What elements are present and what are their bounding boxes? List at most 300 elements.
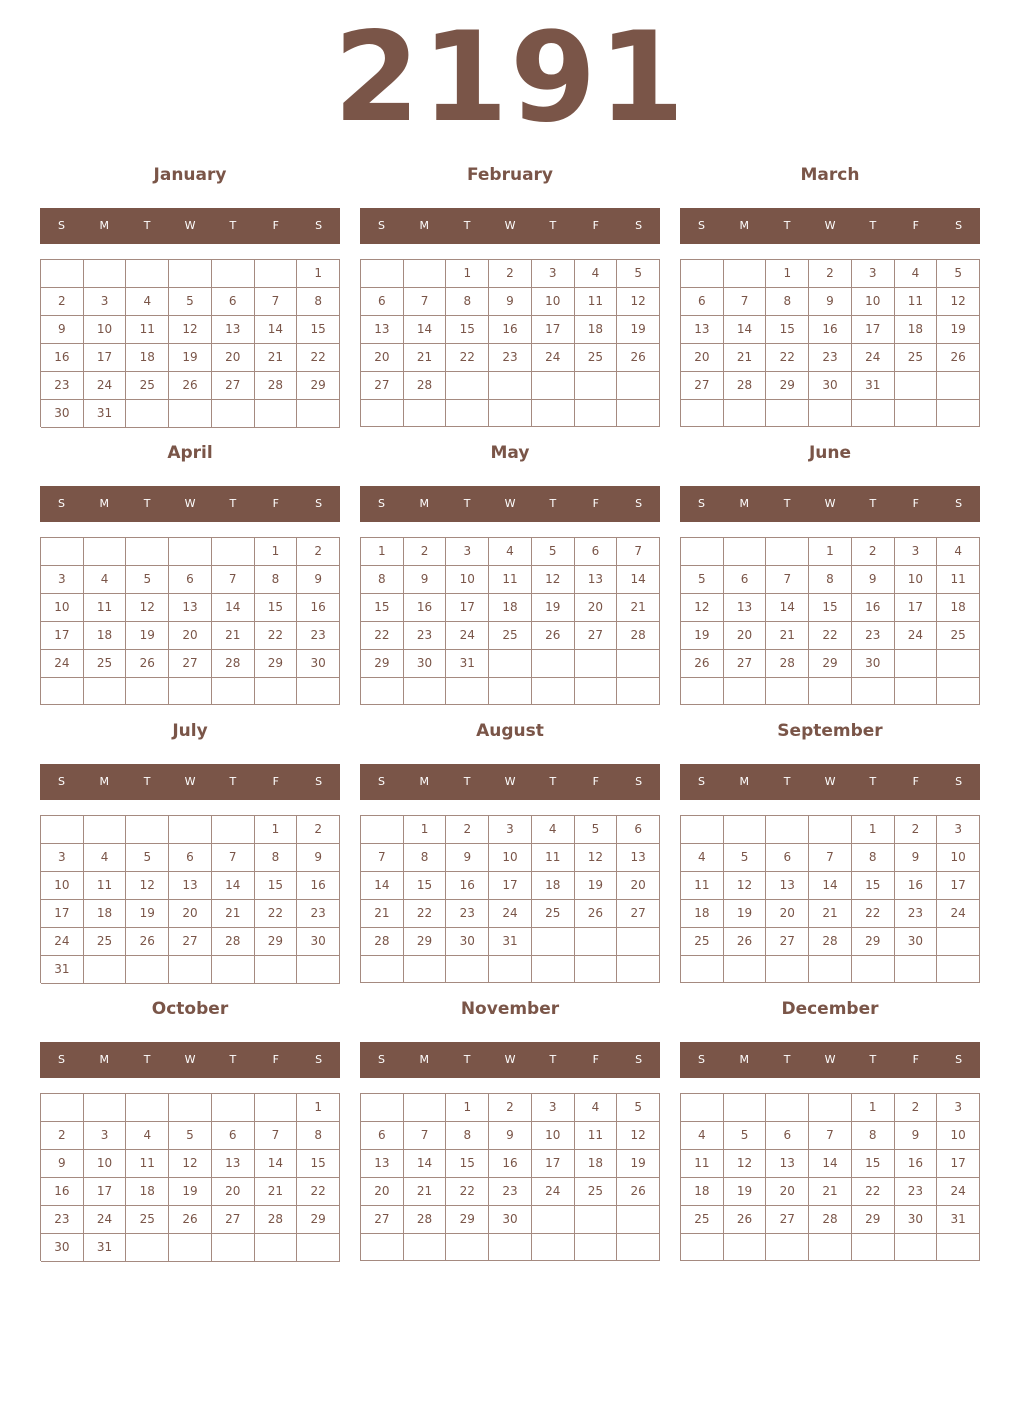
day-cell: 9 xyxy=(404,566,447,594)
empty-day-cell xyxy=(361,260,404,288)
year-title: 2191 xyxy=(333,6,687,150)
day-cell: 4 xyxy=(681,844,724,872)
day-cell: 14 xyxy=(212,872,255,900)
empty-day-cell xyxy=(126,260,169,288)
empty-day-cell xyxy=(446,400,489,427)
day-cell: 29 xyxy=(255,650,298,678)
day-cell: 2 xyxy=(852,538,895,566)
day-cell: 12 xyxy=(617,1122,660,1150)
day-cell: 15 xyxy=(255,872,298,900)
day-cell: 20 xyxy=(575,594,618,622)
day-cell: 28 xyxy=(212,928,255,956)
weekday-label: S xyxy=(377,1053,385,1066)
day-cell: 9 xyxy=(446,844,489,872)
empty-day-cell xyxy=(766,678,809,705)
empty-day-cell xyxy=(681,538,724,566)
weekday-label: S xyxy=(315,775,323,788)
weekday-label: T xyxy=(869,219,877,232)
day-cell: 13 xyxy=(766,1150,809,1178)
weekday-label: S xyxy=(377,775,385,788)
empty-day-cell xyxy=(809,400,852,427)
day-cell: 8 xyxy=(446,1122,489,1150)
day-cell: 14 xyxy=(255,316,298,344)
day-cell: 2 xyxy=(297,538,340,566)
day-cell: 18 xyxy=(532,872,575,900)
day-cell: 2 xyxy=(809,260,852,288)
day-cell: 17 xyxy=(532,316,575,344)
empty-day-cell xyxy=(489,650,532,678)
empty-day-cell xyxy=(617,400,660,427)
day-cell: 5 xyxy=(532,538,575,566)
day-cell: 18 xyxy=(126,1178,169,1206)
empty-day-cell xyxy=(617,1206,660,1234)
day-cell: 19 xyxy=(169,1178,212,1206)
day-cell: 17 xyxy=(937,1150,980,1178)
empty-day-cell xyxy=(169,260,212,288)
weekday-label: F xyxy=(272,219,279,232)
day-cell: 24 xyxy=(532,344,575,372)
weekday-label: T xyxy=(463,1053,471,1066)
day-cell: 12 xyxy=(126,872,169,900)
day-cell: 13 xyxy=(212,316,255,344)
day-cell: 17 xyxy=(532,1150,575,1178)
day-cell: 4 xyxy=(126,288,169,316)
empty-day-cell xyxy=(446,678,489,705)
day-cell: 5 xyxy=(575,816,618,844)
day-cell: 25 xyxy=(681,1206,724,1234)
empty-day-cell xyxy=(255,956,298,984)
empty-day-cell xyxy=(489,372,532,400)
day-cell: 24 xyxy=(41,650,84,678)
day-cell: 4 xyxy=(681,1122,724,1150)
day-cell: 28 xyxy=(809,928,852,956)
day-cell: 4 xyxy=(126,1122,169,1150)
empty-day-cell xyxy=(84,260,127,288)
weekday-label: S xyxy=(635,219,643,232)
day-cell: 24 xyxy=(84,1206,127,1234)
day-cell: 1 xyxy=(766,260,809,288)
day-cell: 20 xyxy=(212,344,255,372)
day-cell: 16 xyxy=(809,316,852,344)
day-cell: 21 xyxy=(255,1178,298,1206)
day-cell: 4 xyxy=(489,538,532,566)
empty-day-cell xyxy=(575,956,618,983)
empty-day-cell xyxy=(404,400,447,427)
day-cell: 21 xyxy=(212,622,255,650)
weekday-label: T xyxy=(869,775,877,788)
day-cell: 17 xyxy=(895,594,938,622)
empty-day-cell xyxy=(446,1234,489,1261)
day-cell: 12 xyxy=(617,288,660,316)
day-cell: 31 xyxy=(84,400,127,428)
day-cell: 2 xyxy=(895,816,938,844)
day-cell: 30 xyxy=(297,650,340,678)
day-cell: 15 xyxy=(255,594,298,622)
day-cell: 12 xyxy=(681,594,724,622)
day-cell: 3 xyxy=(489,816,532,844)
weekday-label: F xyxy=(912,219,919,232)
day-cell: 8 xyxy=(446,288,489,316)
empty-day-cell xyxy=(852,1234,895,1261)
weekday-label: T xyxy=(463,497,471,510)
day-cell: 18 xyxy=(681,1178,724,1206)
day-cell: 29 xyxy=(404,928,447,956)
day-cell: 7 xyxy=(766,566,809,594)
empty-day-cell xyxy=(575,1234,618,1261)
day-cell: 21 xyxy=(361,900,404,928)
empty-day-cell xyxy=(404,1094,447,1122)
empty-day-cell xyxy=(84,538,127,566)
day-cell: 11 xyxy=(84,872,127,900)
day-cell: 1 xyxy=(446,260,489,288)
day-cell: 23 xyxy=(809,344,852,372)
empty-day-cell xyxy=(41,538,84,566)
day-cell: 18 xyxy=(937,594,980,622)
day-grid xyxy=(40,1093,340,1261)
day-cell: 20 xyxy=(169,900,212,928)
weekday-label: S xyxy=(635,775,643,788)
empty-day-cell xyxy=(361,400,404,427)
day-cell: 2 xyxy=(404,538,447,566)
weekday-header xyxy=(360,1042,660,1078)
weekday-header xyxy=(680,486,980,522)
day-cell: 26 xyxy=(617,344,660,372)
day-cell: 31 xyxy=(937,1206,980,1234)
weekday-label: M xyxy=(419,497,430,510)
day-cell: 29 xyxy=(446,1206,489,1234)
day-cell: 11 xyxy=(126,316,169,344)
day-cell: 23 xyxy=(852,622,895,650)
day-cell: 2 xyxy=(489,1094,532,1122)
day-cell: 21 xyxy=(404,344,447,372)
day-cell: 8 xyxy=(852,844,895,872)
day-cell: 21 xyxy=(724,344,767,372)
day-cell: 12 xyxy=(724,1150,767,1178)
day-cell: 12 xyxy=(126,594,169,622)
month-name: August xyxy=(476,721,544,741)
weekday-label: W xyxy=(504,1053,516,1066)
weekday-label: S xyxy=(315,1053,323,1066)
weekday-label: S xyxy=(955,1053,963,1066)
day-cell: 7 xyxy=(809,1122,852,1150)
weekday-label: S xyxy=(377,219,385,232)
empty-day-cell xyxy=(895,400,938,427)
day-cell: 16 xyxy=(41,344,84,372)
empty-day-cell xyxy=(575,678,618,705)
weekday-label: M xyxy=(419,775,430,788)
day-cell: 21 xyxy=(255,344,298,372)
day-cell: 16 xyxy=(404,594,447,622)
empty-day-cell xyxy=(212,1094,255,1122)
weekday-label: T xyxy=(549,497,557,510)
day-cell: 25 xyxy=(532,900,575,928)
day-cell: 3 xyxy=(41,844,84,872)
day-cell: 4 xyxy=(937,538,980,566)
weekday-label: W xyxy=(184,219,196,232)
empty-day-cell xyxy=(895,372,938,400)
weekday-label: F xyxy=(912,497,919,510)
day-cell: 16 xyxy=(895,1150,938,1178)
empty-day-cell xyxy=(575,928,618,956)
weekday-label: M xyxy=(739,775,750,788)
day-cell: 28 xyxy=(766,650,809,678)
day-cell: 22 xyxy=(446,1178,489,1206)
empty-day-cell xyxy=(575,1206,618,1234)
empty-day-cell xyxy=(766,816,809,844)
day-cell: 6 xyxy=(212,288,255,316)
month-name: January xyxy=(153,165,227,185)
day-cell: 28 xyxy=(212,650,255,678)
day-cell: 6 xyxy=(361,1122,404,1150)
empty-day-cell xyxy=(895,678,938,705)
day-cell: 11 xyxy=(575,1122,618,1150)
day-cell: 23 xyxy=(489,1178,532,1206)
weekday-header xyxy=(40,486,340,522)
day-cell: 14 xyxy=(404,316,447,344)
empty-day-cell xyxy=(937,400,980,427)
empty-day-cell xyxy=(724,260,767,288)
empty-day-cell xyxy=(895,956,938,983)
empty-day-cell xyxy=(809,956,852,983)
day-cell: 15 xyxy=(852,1150,895,1178)
weekday-header xyxy=(360,764,660,800)
day-cell: 23 xyxy=(297,622,340,650)
day-cell: 28 xyxy=(404,1206,447,1234)
weekday-label: W xyxy=(184,775,196,788)
weekday-label: S xyxy=(697,497,705,510)
weekday-label: S xyxy=(955,219,963,232)
day-cell: 19 xyxy=(532,594,575,622)
empty-day-cell xyxy=(446,956,489,983)
weekday-label: S xyxy=(315,219,323,232)
day-cell: 9 xyxy=(297,844,340,872)
day-cell: 26 xyxy=(532,622,575,650)
day-cell: 29 xyxy=(809,650,852,678)
day-cell: 25 xyxy=(84,650,127,678)
day-cell: 9 xyxy=(41,316,84,344)
day-cell: 5 xyxy=(617,1094,660,1122)
empty-day-cell xyxy=(212,678,255,705)
empty-day-cell xyxy=(255,1234,298,1262)
empty-day-cell xyxy=(84,678,127,705)
weekday-label: S xyxy=(697,219,705,232)
day-cell: 29 xyxy=(255,928,298,956)
empty-day-cell xyxy=(681,400,724,427)
day-cell: 16 xyxy=(41,1178,84,1206)
day-cell: 4 xyxy=(895,260,938,288)
weekday-label: S xyxy=(57,219,65,232)
weekday-label: T xyxy=(229,219,237,232)
day-cell: 3 xyxy=(937,1094,980,1122)
weekday-label: S xyxy=(697,1053,705,1066)
day-cell: 20 xyxy=(361,344,404,372)
empty-day-cell xyxy=(126,1094,169,1122)
day-cell: 19 xyxy=(724,1178,767,1206)
day-cell: 2 xyxy=(41,288,84,316)
day-cell: 16 xyxy=(489,316,532,344)
day-cell: 17 xyxy=(84,1178,127,1206)
day-cell: 15 xyxy=(446,1150,489,1178)
empty-day-cell xyxy=(84,1094,127,1122)
day-cell: 6 xyxy=(766,844,809,872)
empty-day-cell xyxy=(255,260,298,288)
day-cell: 30 xyxy=(404,650,447,678)
day-cell: 18 xyxy=(84,622,127,650)
day-cell: 30 xyxy=(297,928,340,956)
empty-day-cell xyxy=(297,678,340,705)
day-cell: 1 xyxy=(297,1094,340,1122)
day-cell: 16 xyxy=(895,872,938,900)
day-cell: 1 xyxy=(852,816,895,844)
day-cell: 1 xyxy=(255,538,298,566)
day-cell: 16 xyxy=(489,1150,532,1178)
day-cell: 14 xyxy=(212,594,255,622)
empty-day-cell xyxy=(532,400,575,427)
empty-day-cell xyxy=(895,1234,938,1261)
day-cell: 12 xyxy=(724,872,767,900)
weekday-header xyxy=(40,208,340,244)
day-cell: 9 xyxy=(895,844,938,872)
day-cell: 21 xyxy=(809,1178,852,1206)
day-cell: 27 xyxy=(766,928,809,956)
day-cell: 9 xyxy=(297,566,340,594)
day-grid xyxy=(40,259,340,427)
day-cell: 22 xyxy=(766,344,809,372)
day-cell: 25 xyxy=(126,372,169,400)
empty-day-cell xyxy=(255,678,298,705)
day-cell: 28 xyxy=(724,372,767,400)
day-cell: 26 xyxy=(575,900,618,928)
day-cell: 25 xyxy=(575,344,618,372)
day-cell: 27 xyxy=(361,1206,404,1234)
day-cell: 13 xyxy=(617,844,660,872)
weekday-header xyxy=(680,1042,980,1078)
day-cell: 19 xyxy=(617,1150,660,1178)
day-cell: 5 xyxy=(126,844,169,872)
day-cell: 18 xyxy=(84,900,127,928)
empty-day-cell xyxy=(126,1234,169,1262)
empty-day-cell xyxy=(852,956,895,983)
day-cell: 20 xyxy=(681,344,724,372)
day-cell: 2 xyxy=(297,816,340,844)
weekday-label: S xyxy=(57,775,65,788)
day-cell: 26 xyxy=(937,344,980,372)
day-cell: 23 xyxy=(895,1178,938,1206)
day-cell: 26 xyxy=(681,650,724,678)
empty-day-cell xyxy=(681,1094,724,1122)
empty-day-cell xyxy=(361,1234,404,1261)
day-cell: 3 xyxy=(532,1094,575,1122)
day-cell: 4 xyxy=(575,1094,618,1122)
day-cell: 26 xyxy=(169,1206,212,1234)
day-cell: 8 xyxy=(809,566,852,594)
weekday-label: W xyxy=(824,219,836,232)
day-cell: 17 xyxy=(446,594,489,622)
empty-day-cell xyxy=(852,400,895,427)
day-cell: 18 xyxy=(575,316,618,344)
day-cell: 5 xyxy=(126,566,169,594)
day-cell: 13 xyxy=(766,872,809,900)
day-cell: 31 xyxy=(446,650,489,678)
weekday-label: T xyxy=(143,219,151,232)
weekday-label: T xyxy=(549,775,557,788)
empty-day-cell xyxy=(532,928,575,956)
weekday-label: S xyxy=(955,775,963,788)
weekday-label: S xyxy=(697,775,705,788)
day-cell: 1 xyxy=(255,816,298,844)
empty-day-cell xyxy=(766,1094,809,1122)
day-cell: 10 xyxy=(937,1122,980,1150)
day-cell: 7 xyxy=(809,844,852,872)
weekday-label: T xyxy=(143,1053,151,1066)
empty-day-cell xyxy=(809,1094,852,1122)
empty-day-cell xyxy=(575,650,618,678)
empty-day-cell xyxy=(361,678,404,705)
day-cell: 29 xyxy=(297,372,340,400)
day-cell: 13 xyxy=(169,594,212,622)
day-cell: 7 xyxy=(255,1122,298,1150)
weekday-label: M xyxy=(99,219,110,232)
weekday-label: F xyxy=(912,775,919,788)
empty-day-cell xyxy=(169,956,212,984)
day-cell: 6 xyxy=(212,1122,255,1150)
day-cell: 9 xyxy=(809,288,852,316)
empty-day-cell xyxy=(404,678,447,705)
day-cell: 3 xyxy=(41,566,84,594)
day-cell: 7 xyxy=(212,566,255,594)
empty-day-cell xyxy=(126,678,169,705)
day-cell: 11 xyxy=(126,1150,169,1178)
weekday-label: M xyxy=(99,775,110,788)
empty-day-cell xyxy=(361,956,404,983)
month-name: October xyxy=(151,999,229,1019)
day-cell: 20 xyxy=(169,622,212,650)
weekday-label: T xyxy=(869,1053,877,1066)
day-cell: 13 xyxy=(681,316,724,344)
weekday-header xyxy=(40,1042,340,1078)
day-cell: 6 xyxy=(169,844,212,872)
day-cell: 24 xyxy=(84,372,127,400)
day-cell: 21 xyxy=(766,622,809,650)
empty-day-cell xyxy=(212,400,255,428)
day-cell: 3 xyxy=(84,288,127,316)
day-cell: 5 xyxy=(681,566,724,594)
weekday-label: M xyxy=(419,1053,430,1066)
day-cell: 7 xyxy=(361,844,404,872)
day-cell: 5 xyxy=(937,260,980,288)
day-cell: 15 xyxy=(297,316,340,344)
day-cell: 25 xyxy=(937,622,980,650)
month-name: April xyxy=(167,443,213,463)
day-cell: 13 xyxy=(169,872,212,900)
day-cell: 1 xyxy=(297,260,340,288)
weekday-label: T xyxy=(229,775,237,788)
day-cell: 15 xyxy=(852,872,895,900)
empty-day-cell xyxy=(681,1234,724,1261)
day-cell: 31 xyxy=(84,1234,127,1262)
empty-day-cell xyxy=(169,678,212,705)
empty-day-cell xyxy=(489,956,532,983)
day-cell: 27 xyxy=(681,372,724,400)
weekday-label: T xyxy=(143,775,151,788)
day-cell: 8 xyxy=(852,1122,895,1150)
day-cell: 2 xyxy=(489,260,532,288)
day-cell: 23 xyxy=(41,1206,84,1234)
day-cell: 10 xyxy=(41,594,84,622)
month-name: March xyxy=(800,165,860,185)
weekday-label: M xyxy=(99,1053,110,1066)
day-cell: 27 xyxy=(169,650,212,678)
